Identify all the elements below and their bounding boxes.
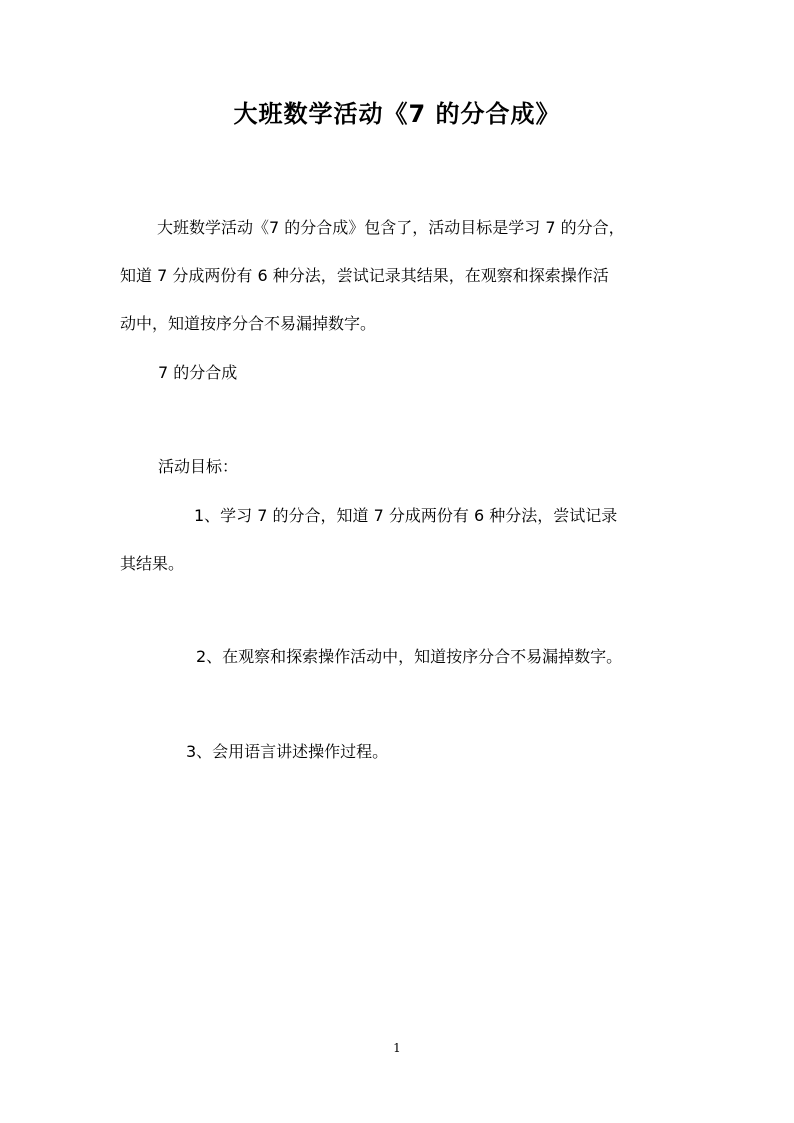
intro-line: 知道 7 分成两份有 6 种分法，尝试记录其结果，在观察和探索操作活 [120, 266, 609, 285]
goal-item-1 [120, 492, 690, 588]
section-heading: 活动目标： [158, 457, 239, 476]
page-number: 1 [393, 1041, 401, 1055]
intro-paragraph [120, 204, 680, 348]
goal-item-3: 3、会用语言讲述操作过程。 [186, 742, 389, 761]
goal-line: 1、学习 7 的分合，知道 7 分成两份有 6 种分法，尝试记录 [194, 506, 618, 525]
intro-line: 动中，知道按序分合不易漏掉数字。 [120, 314, 377, 333]
subtitle: 7 的分合成 [158, 363, 238, 382]
page-title: 大班数学活动《7 的分合成》 [233, 100, 561, 128]
intro-line: 大班数学活动《7 的分合成》包含了，活动目标是学习 7 的分合， [157, 218, 625, 237]
goal-item-2: 2、在观察和探索操作活动中，知道按序分合不易漏掉数字。 [196, 647, 623, 666]
goal-line: 其结果。 [120, 554, 185, 573]
